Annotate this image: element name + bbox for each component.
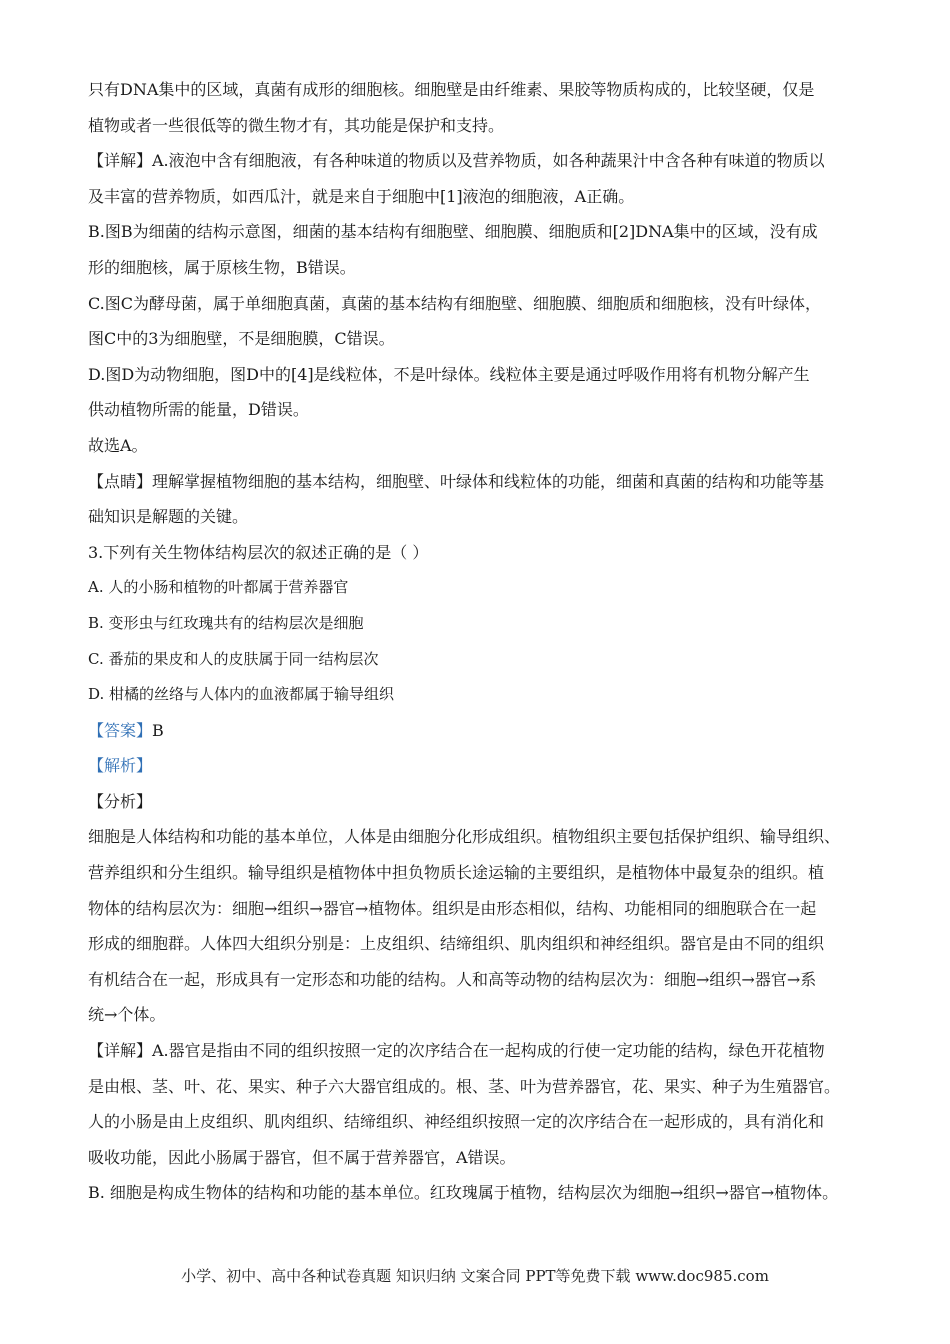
option-a: A. 人的小肠和植物的叶都属于营养器官 (88, 578, 349, 597)
option-c: C. 番茄的果皮和人的皮肤属于同一结构层次 (88, 649, 379, 668)
analysis-label: 【解析】 (88, 756, 153, 776)
text-line: 础知识是解题的关键。 (88, 507, 249, 527)
text-line: 供动植物所需的能量，D错误。 (88, 400, 309, 420)
text-line: 【分析】 (88, 791, 153, 811)
text-line: 故选A。 (88, 435, 148, 455)
text-line: 图C中的3为细胞壁，不是细胞膜，C错误。 (88, 329, 395, 349)
text-line: B.图B为细菌的结构示意图，细菌的基本结构有细胞壁、细胞膜、细胞质和[2]DNA集中的区域，没有成 (88, 222, 818, 242)
text-line: 只有DNA集中的区域，真菌有成形的细胞核。细胞壁是由纤维素、果胶等物质构成的，比较坚硬，仅是 (88, 80, 815, 99)
text-line: 【详解】A.器官是指由不同的组织按照一定的次序结合在一起构成的行使一定功能的结构，绿色开花植物 (88, 1041, 825, 1061)
text-line: 人的小肠是由上皮组织、肌肉组织、结缔组织、神经组织按照一定的次序结合在一起形成的，具有消化和 (88, 1112, 825, 1132)
option-b: B. 变形虫与红玫瑰共有的结构层次是细胞 (88, 613, 364, 632)
answer-line (88, 713, 878, 749)
text-line: 物体的结构层次为：细胞→组织→器官→植物体。组织是由形态相似，结构、功能相同的细胞联合在一起 (88, 898, 817, 918)
text-line: 形成的细胞群。人体四大组织分别是：上皮组织、结缔组织、肌肉组织和神经组织。器官是由不同的组织 (88, 934, 825, 954)
answer-label: 【答案】 (88, 720, 153, 740)
answer-value: B (152, 720, 164, 740)
text-line: B. 细胞是构成生物体的结构和功能的基本单位。红玫瑰属于植物，结构层次为细胞→组织→器官→植物体。 (88, 1183, 839, 1203)
text-line: 【详解】A.液泡中含有细胞液，有各种味道的物质以及营养物质，如各种蔬果汁中含各种有味道的物质以 (88, 151, 825, 171)
text-line: C.图C为酵母菌，属于单细胞真菌，真菌的基本结构有细胞壁、细胞膜、细胞质和细胞核，没有叶绿体， (88, 293, 822, 313)
text-line: 有机结合在一起，形成具有一定形态和功能的结构。人和高等动物的结构层次为：细胞→组织→器官→系 (88, 969, 817, 989)
page-footer: 小学、初中、高中各种试卷真题 知识归纳 文案合同 PPT等免费下载 www.doc985.com (181, 1267, 769, 1285)
text-line: 【点睛】理解掌握植物细胞的基本结构，细胞壁、叶绿体和线粒体的功能，细菌和真菌的结构和功能等基 (88, 471, 825, 491)
text-line: 植物或者一些很低等的微生物才有，其功能是保护和支持。 (88, 115, 505, 135)
text-line: 形的细胞核，属于原核生物，B错误。 (88, 257, 356, 277)
question-stem: 3.下列有关生物体结构层次的叙述正确的是（ ） (88, 542, 429, 562)
text-line: 统→个体。 (88, 1005, 166, 1025)
text-line: D.图D为动物细胞，图D中的[4]是线粒体，不是叶绿体。线粒体主要是通过呼吸作用将有机物分解产生 (88, 364, 810, 384)
text-line: 营养组织和分生组织。输导组织是植物体中担负物质长途运输的主要组织，是植物体中最复杂的组织。植 (88, 863, 825, 883)
text-line: 吸收功能，因此小肠属于器官，但不属于营养器官，A错误。 (88, 1147, 516, 1167)
text-line: 细胞是人体结构和功能的基本单位，人体是由细胞分化形成组织。植物组织主要包括保护组织、输导组织、 (88, 827, 841, 847)
text-line: 是由根、茎、叶、花、果实、种子六大器官组成的。根、茎、叶为营养器官，花、果实、种子为生殖器官。 (88, 1076, 841, 1096)
document-body (88, 72, 878, 1211)
option-d: D. 柑橘的丝络与人体内的血液都属于输导组织 (88, 685, 395, 704)
text-line: 及丰富的营养物质，如西瓜汁，就是来自于细胞中[1]液泡的细胞液，A正确。 (88, 186, 635, 206)
